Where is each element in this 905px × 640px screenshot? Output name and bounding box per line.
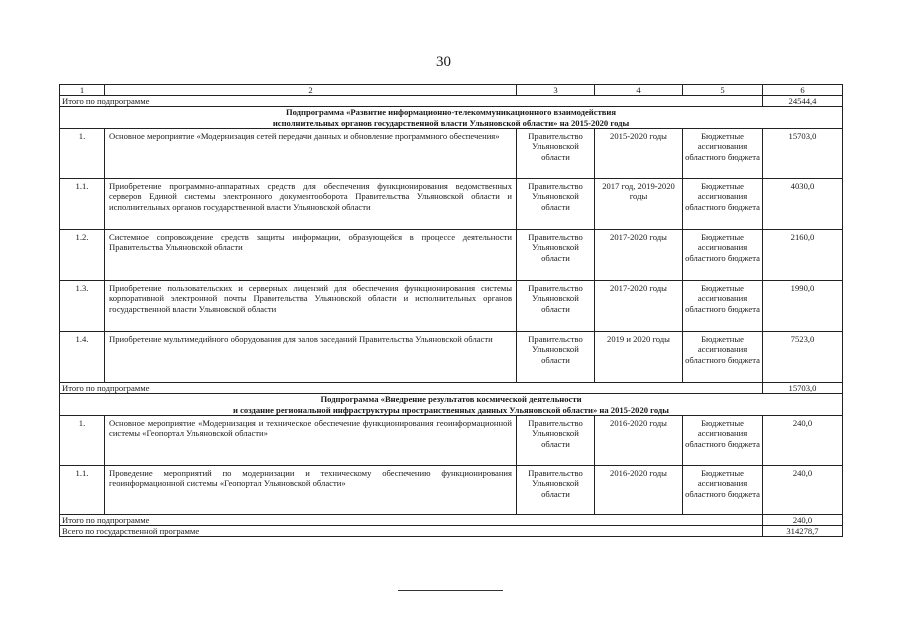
table-row [60,129,843,179]
activity-name: Приобретение программно-аппаратных средств для обеспечения функционирования ведомственных серверов Единой системы электронного документооборота Правительства Ульяновской области и исполнительных органов государственной власти Ульяновской области [105,179,517,230]
activity-name: Приобретение мультимедийного оборудования для залов заседаний Правительства Ульяновской области [105,332,517,383]
total-label: Итого по подпрограмме [60,515,763,526]
period: 2015-2020 годы [595,129,683,179]
period: 2016-2020 годы [595,466,683,515]
executor: Правительство Ульяновской области [517,466,595,515]
funding-source: Бюджетные ассигнования областного бюджета [683,179,763,230]
row-number: 1.3. [60,281,105,332]
row-number: 1.2. [60,230,105,281]
table-row [60,230,843,281]
activity-name: Системное сопровождение средств защиты информации, образующейся в процессе деятельности Правительства Ульяновской области [105,230,517,281]
amount: 4030,0 [763,179,843,230]
period: 2017-2020 годы [595,281,683,332]
funding-source: Бюджетные ассигнования областного бюджета [683,281,763,332]
column-number: 2 [105,85,517,96]
subprogram-title-line: Подпрограмма «Внедрение результатов космической деятельности [320,394,582,404]
column-number-row [60,85,843,96]
amount: 240,0 [763,466,843,515]
row-number: 1. [60,416,105,466]
executor: Правительство Ульяновской области [517,416,595,466]
activity-name: Проведение мероприятий по модернизации и техническому обеспечению функционирования геоинформационной системы «Геопортал Ульяновской области» [105,466,517,515]
row-number: 1.1. [60,179,105,230]
program-table [59,84,843,537]
amount: 2160,0 [763,230,843,281]
column-number: 4 [595,85,683,96]
total-value: 15703,0 [763,383,843,394]
page-number: 30 [436,54,451,70]
subprogram-title [60,107,843,129]
executor: Правительство Ульяновской области [517,179,595,230]
column-number: 3 [517,85,595,96]
period: 2017 год, 2019-2020 годы [595,179,683,230]
subprogram-title-row [60,107,843,129]
subprogram-title-line: и создание региональной инфраструктуры пространственных данных Ульяновской области» на 2015-2020 годы [233,404,669,415]
grand-total-value: 314278,7 [763,526,843,537]
column-number: 6 [763,85,843,96]
table-row [60,179,843,230]
amount: 240,0 [763,416,843,466]
period: 2019 и 2020 годы [595,332,683,383]
footer-divider [398,590,503,591]
funding-source: Бюджетные ассигнования областного бюджета [683,332,763,383]
total-label: Итого по подпрограмме [60,96,763,107]
activity-name: Основное мероприятие «Модернизация сетей передачи данных и обновление программного обеспечения» [105,129,517,179]
amount: 1990,0 [763,281,843,332]
total-value: 24544,4 [763,96,843,107]
funding-source: Бюджетные ассигнования областного бюджета [683,416,763,466]
amount: 7523,0 [763,332,843,383]
subprogram-total-row [60,515,843,526]
total-label: Итого по подпрограмме [60,383,763,394]
subprogram-title-line: Подпрограмма «Развитие информационно-телекоммуникационного взаимодействия [285,107,617,117]
column-number: 1 [60,85,105,96]
row-number: 1.4. [60,332,105,383]
column-number: 5 [683,85,763,96]
executor: Правительство Ульяновской области [517,281,595,332]
table-row [60,416,843,466]
executor: Правительство Ульяновской области [517,129,595,179]
activity-name: Основное мероприятие «Модернизация и техническое обеспечение функционирования геоинформационной системы «Геопортал Ульяновской области» [105,416,517,466]
amount: 15703,0 [763,129,843,179]
table-row [60,332,843,383]
table-row [60,281,843,332]
period: 2016-2020 годы [595,416,683,466]
row-number: 1.1. [60,466,105,515]
activity-name: Приобретение пользовательских и серверных лицензий для обеспечения функционирования системы корпоративной электронной почты Правительства Ульяновской области и исполнительных органов государственной власти Ульяновской области [105,281,517,332]
table-row [60,466,843,515]
funding-source: Бюджетные ассигнования областного бюджета [683,129,763,179]
grand-total-label: Всего по государственной программе [60,526,763,537]
subprogram-title-row [60,394,843,416]
period: 2017-2020 годы [595,230,683,281]
subprogram-total-row [60,96,843,107]
grand-total-row [60,526,843,537]
subprogram-title-line: исполнительных органов государственной власти Ульяновской области» на 2015-2020 годы [272,117,630,128]
funding-source: Бюджетные ассигнования областного бюджета [683,466,763,515]
total-value: 240,0 [763,515,843,526]
subprogram-title [60,394,843,416]
executor: Правительство Ульяновской области [517,230,595,281]
executor: Правительство Ульяновской области [517,332,595,383]
funding-source: Бюджетные ассигнования областного бюджета [683,230,763,281]
subprogram-total-row [60,383,843,394]
row-number: 1. [60,129,105,179]
